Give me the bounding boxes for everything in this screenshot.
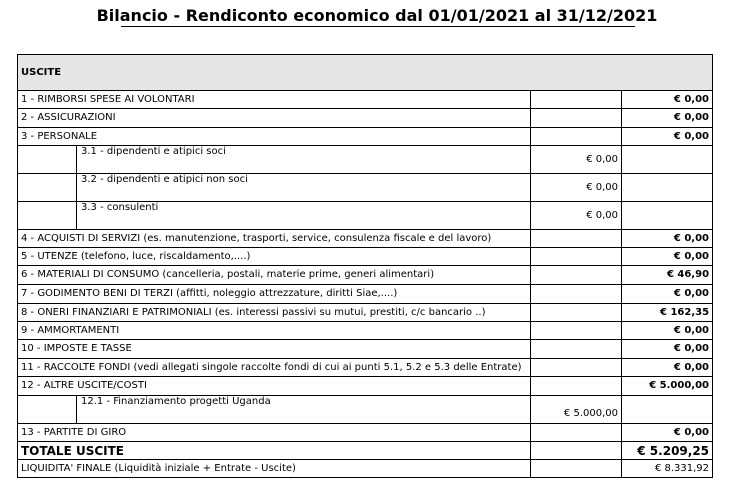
empty-cell: [531, 359, 622, 377]
sub-label: 3.3 - consulenti: [81, 202, 159, 213]
final-liquidity-row: [18, 460, 713, 478]
table-row: [18, 304, 713, 322]
table-row: [18, 91, 713, 109]
expenses-table: [17, 54, 713, 478]
sub-label: 3.1 - dipendenti e atipici soci: [81, 146, 226, 157]
row-label: 4 - ACQUISTI DI SERVIZI (es. manutenzione, trasporti, service, consulenza fiscale e del lavoro): [18, 230, 531, 248]
row-amount: € 0,00: [622, 340, 713, 359]
row-amount: € 0,00: [622, 248, 713, 266]
empty-cell: [531, 248, 622, 266]
table-row: [18, 340, 713, 359]
report-title: Bilancio - Rendiconto economico dal 01/01/2021 al 31/12/2021: [96, 6, 658, 25]
row-label: 1 - RIMBORSI SPESE AI VOLONTARI: [18, 91, 531, 109]
sub-amount: € 0,00: [531, 202, 622, 230]
row-amount: € 0,00: [622, 285, 713, 304]
sub-label-cell: [18, 202, 531, 230]
sub-amount: € 0,00: [531, 174, 622, 202]
empty-cell: [622, 146, 713, 174]
sub-row: [18, 396, 713, 424]
indent-spacer: [18, 202, 77, 229]
sub-row: [18, 174, 713, 202]
row-label: 2 - ASSICURAZIONI: [18, 109, 531, 128]
row-label: 5 - UTENZE (telefono, luce, riscaldamento,....): [18, 248, 531, 266]
empty-cell: [531, 266, 622, 285]
sub-row: [18, 146, 713, 174]
row-label: 7 - GODIMENTO BENI DI TERZI (affitti, noleggio attrezzature, diritti Siae,....): [18, 285, 531, 304]
empty-cell: [531, 304, 622, 322]
sub-label-cell: [18, 174, 531, 202]
total-label: TOTALE USCITE: [18, 442, 531, 460]
row-amount: € 162,35: [622, 304, 713, 322]
table-row: [18, 377, 713, 396]
row-amount: € 0,00: [622, 424, 713, 442]
empty-cell: [531, 424, 622, 442]
empty-cell: [531, 460, 622, 478]
table-row: [18, 359, 713, 377]
section-header: USCITE: [18, 55, 713, 91]
sub-label: 12.1 - Finanziamento progetti Uganda: [81, 396, 271, 407]
table-row: [18, 285, 713, 304]
table-row: [18, 230, 713, 248]
row-amount: € 0,00: [622, 109, 713, 128]
indent-spacer: [18, 396, 77, 423]
row-amount: € 0,00: [622, 322, 713, 340]
empty-cell: [531, 109, 622, 128]
row-label: 8 - ONERI FINANZIARI E PATRIMONIALI (es. interessi passivi su mutui, prestiti, c/c bancario ..): [18, 304, 531, 322]
total-row: [18, 442, 713, 460]
empty-cell: [622, 396, 713, 424]
row-amount: € 5.000,00: [622, 377, 713, 396]
empty-cell: [622, 202, 713, 230]
table-row: [18, 128, 713, 146]
sub-amount: € 0,00: [531, 146, 622, 174]
empty-cell: [531, 442, 622, 460]
table-row: [18, 248, 713, 266]
final-amount: € 8.331,92: [622, 460, 713, 478]
table-row: [18, 322, 713, 340]
row-label: 9 - AMMORTAMENTI: [18, 322, 531, 340]
row-label: 6 - MATERIALI DI CONSUMO (cancelleria, postali, materie prime, generi alimentari): [18, 266, 531, 285]
empty-cell: [531, 340, 622, 359]
empty-cell: [531, 322, 622, 340]
row-amount: € 0,00: [622, 91, 713, 109]
empty-cell: [531, 285, 622, 304]
sub-row: [18, 202, 713, 230]
sub-amount: € 5.000,00: [531, 396, 622, 424]
empty-cell: [531, 230, 622, 248]
sub-label-cell: [18, 396, 531, 424]
empty-cell: [531, 377, 622, 396]
total-amount: € 5.209,25: [622, 442, 713, 460]
table-row: [18, 424, 713, 442]
sub-label: 3.2 - dipendenti e atipici non soci: [81, 174, 248, 185]
row-label: 10 - IMPOSTE E TASSE: [18, 340, 531, 359]
row-amount: € 46,90: [622, 266, 713, 285]
sub-label-cell: [18, 146, 531, 174]
empty-cell: [622, 174, 713, 202]
title-underline: [121, 26, 635, 27]
row-amount: € 0,00: [622, 359, 713, 377]
table-row: [18, 266, 713, 285]
table-row: [18, 109, 713, 128]
final-label: LIQUIDITA' FINALE (Liquidità iniziale + Entrate - Uscite): [18, 460, 531, 478]
row-amount: € 0,00: [622, 128, 713, 146]
row-label: 13 - PARTITE DI GIRO: [18, 424, 531, 442]
empty-cell: [531, 91, 622, 109]
row-amount: € 0,00: [622, 230, 713, 248]
row-label: 12 - ALTRE USCITE/COSTI: [18, 377, 531, 396]
indent-spacer: [18, 146, 77, 173]
empty-cell: [531, 128, 622, 146]
row-label: 3 - PERSONALE: [18, 128, 531, 146]
row-label: 11 - RACCOLTE FONDI (vedi allegati singole raccolte fondi di cui ai punti 5.1, 5.2 e 5.3 delle Entrate): [18, 359, 531, 377]
indent-spacer: [18, 174, 77, 201]
